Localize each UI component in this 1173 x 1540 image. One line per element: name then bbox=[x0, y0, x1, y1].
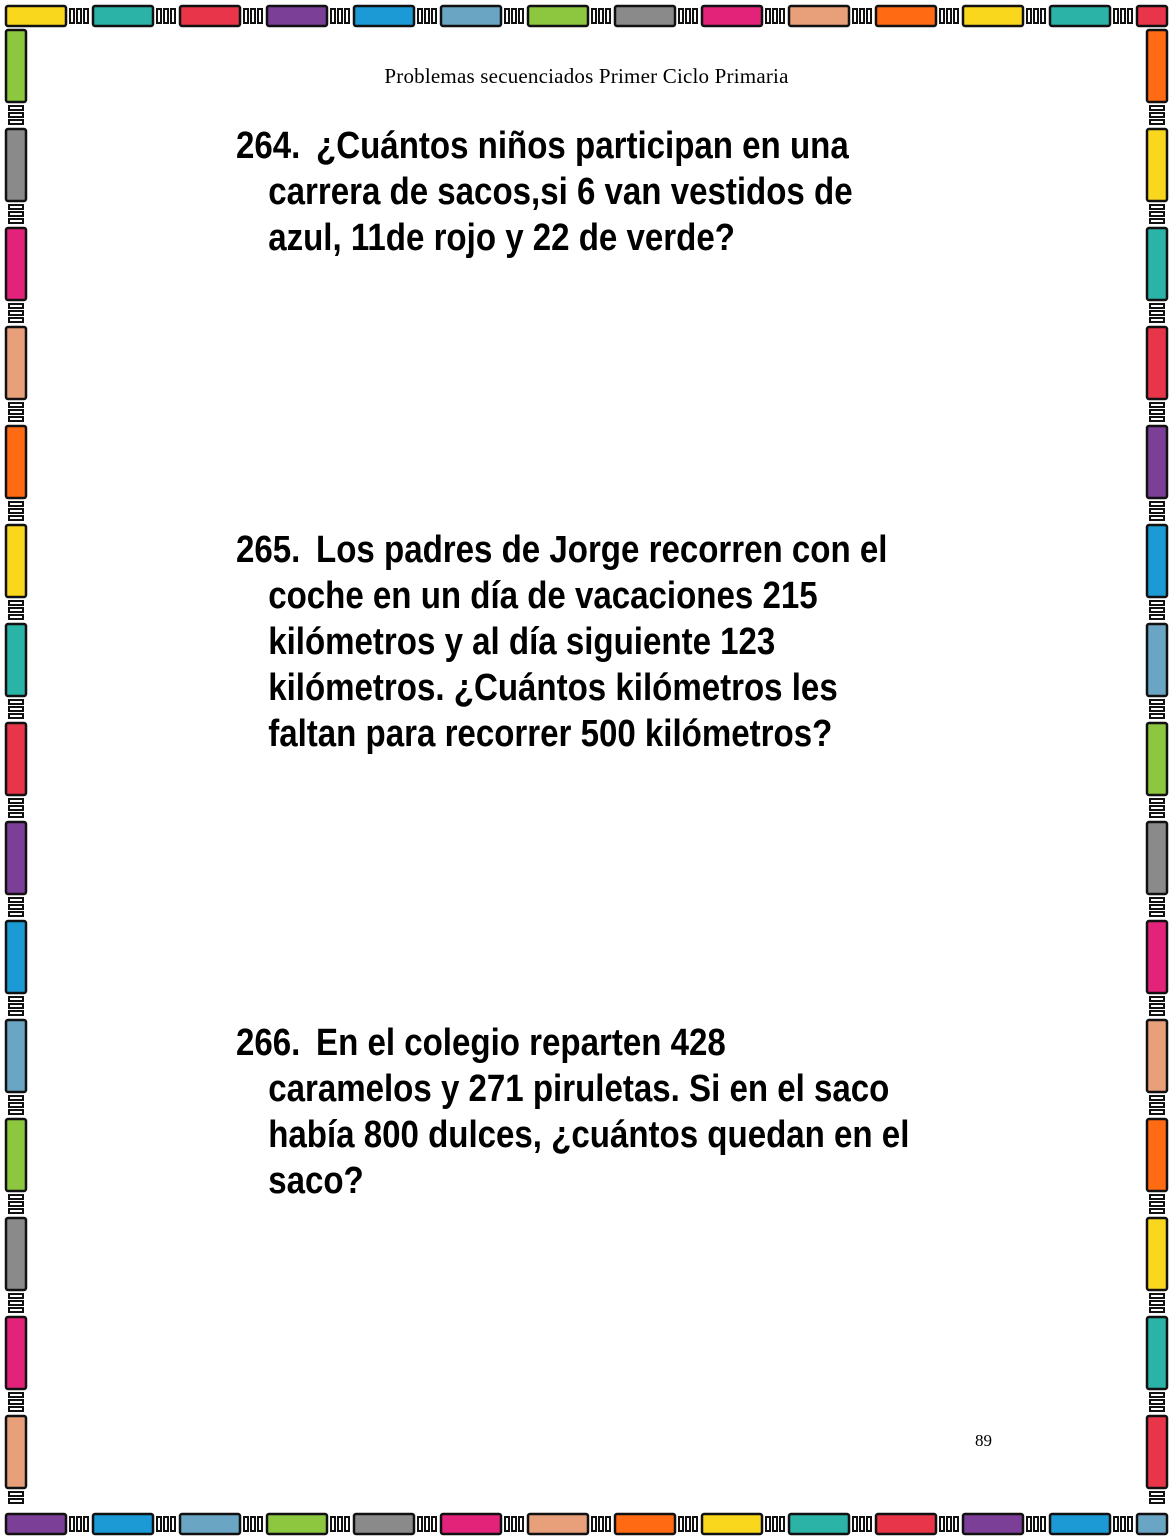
border-tick bbox=[1150, 813, 1164, 817]
problem-266 bbox=[236, 1020, 910, 1204]
border-tick bbox=[519, 9, 523, 23]
border-tick bbox=[9, 1400, 23, 1404]
border-tick bbox=[9, 1294, 23, 1298]
border-tick bbox=[1150, 1011, 1164, 1015]
border-tick bbox=[9, 813, 23, 817]
border-tick bbox=[1150, 106, 1164, 110]
border-segment bbox=[6, 426, 26, 498]
page-header: Problemas secuenciados Primer Ciclo Primaria bbox=[384, 64, 789, 88]
border-tick bbox=[9, 113, 23, 117]
border-tick bbox=[1150, 509, 1164, 513]
border-tick bbox=[1150, 1202, 1164, 1206]
border-segment bbox=[1147, 1020, 1167, 1092]
border-tick bbox=[679, 9, 683, 23]
border-tick bbox=[77, 9, 81, 23]
border-tick bbox=[1150, 120, 1164, 124]
border-segment bbox=[1147, 327, 1167, 399]
border-tick bbox=[1150, 615, 1164, 619]
border-tick bbox=[251, 9, 255, 23]
border-segment bbox=[1147, 1218, 1167, 1290]
border-tick bbox=[84, 9, 88, 23]
border-tick bbox=[1150, 113, 1164, 117]
border-tick bbox=[940, 1517, 944, 1531]
border-tick bbox=[780, 9, 784, 23]
border-segment bbox=[6, 624, 26, 696]
border-tick bbox=[1150, 1110, 1164, 1114]
border-segment bbox=[1050, 1514, 1110, 1534]
border-tick bbox=[940, 9, 944, 23]
page-number: 89 bbox=[975, 1431, 992, 1450]
border-segment bbox=[267, 1514, 327, 1534]
border-tick bbox=[780, 1517, 784, 1531]
problem-text-line: carrera de sacos,si 6 van vestidos de bbox=[268, 171, 853, 213]
border-tick bbox=[1150, 601, 1164, 605]
border-tick bbox=[9, 1499, 23, 1503]
border-tick bbox=[9, 1096, 23, 1100]
problem-first-line bbox=[236, 1020, 880, 1066]
border-tick bbox=[9, 1492, 23, 1496]
border-tick bbox=[9, 806, 23, 810]
border-tick bbox=[9, 912, 23, 916]
border-segment bbox=[528, 1514, 588, 1534]
border-tick bbox=[1150, 1308, 1164, 1312]
border-tick bbox=[9, 212, 23, 216]
border-segment bbox=[702, 6, 762, 26]
border-tick bbox=[157, 1517, 161, 1531]
border-segment bbox=[6, 6, 66, 26]
border-tick bbox=[1121, 1517, 1125, 1531]
border-tick bbox=[512, 9, 516, 23]
problem-text-line: faltan para recorrer 500 kilómetros? bbox=[268, 713, 833, 755]
border-tick bbox=[9, 714, 23, 718]
border-tick bbox=[1150, 410, 1164, 414]
border-tick bbox=[171, 9, 175, 23]
border-tick bbox=[9, 898, 23, 902]
border-tick bbox=[9, 304, 23, 308]
border-tick bbox=[9, 311, 23, 315]
border-tick bbox=[84, 1517, 88, 1531]
problem-number: 265. bbox=[236, 529, 301, 571]
border-tick bbox=[9, 219, 23, 223]
border-tick bbox=[1150, 417, 1164, 421]
border-tick bbox=[1150, 502, 1164, 506]
border-tick bbox=[164, 9, 168, 23]
border-tick bbox=[9, 205, 23, 209]
border-tick bbox=[1150, 212, 1164, 216]
border-tick bbox=[1150, 1209, 1164, 1213]
border-tick bbox=[9, 106, 23, 110]
border-segment bbox=[6, 822, 26, 894]
border-segment bbox=[441, 1514, 501, 1534]
border-tick bbox=[1150, 311, 1164, 315]
border-segment bbox=[6, 1416, 26, 1488]
border-tick bbox=[693, 9, 697, 23]
border-tick bbox=[9, 997, 23, 1001]
border-tick bbox=[1034, 1517, 1038, 1531]
border-tick bbox=[9, 1103, 23, 1107]
border-tick bbox=[9, 608, 23, 612]
border-tick bbox=[1150, 912, 1164, 916]
problem-text-line: kilómetros. ¿Cuántos kilómetros les bbox=[268, 667, 838, 709]
border-tick bbox=[1150, 1096, 1164, 1100]
border-segment bbox=[1147, 525, 1167, 597]
border-tick bbox=[1150, 205, 1164, 209]
border-segment bbox=[1147, 723, 1167, 795]
border-tick bbox=[9, 1308, 23, 1312]
border-segment bbox=[1147, 228, 1167, 300]
border-tick bbox=[1041, 9, 1045, 23]
border-tick bbox=[9, 417, 23, 421]
border-tick bbox=[338, 1517, 342, 1531]
border-tick bbox=[1150, 1400, 1164, 1404]
problem-text-line: Los padres de Jorge recorren con el bbox=[316, 529, 888, 571]
border-tick bbox=[258, 9, 262, 23]
border-tick bbox=[331, 9, 335, 23]
border-tick bbox=[425, 9, 429, 23]
problem-text-line: kilómetros y al día siguiente 123 bbox=[268, 621, 776, 663]
border-tick bbox=[258, 1517, 262, 1531]
border-tick bbox=[171, 1517, 175, 1531]
border-tick bbox=[1121, 9, 1125, 23]
border-tick bbox=[947, 9, 951, 23]
border-tick bbox=[418, 9, 422, 23]
border-segment bbox=[6, 129, 26, 201]
border-tick bbox=[954, 9, 958, 23]
border-tick bbox=[1150, 997, 1164, 1001]
border-tick bbox=[9, 707, 23, 711]
border-tick bbox=[9, 410, 23, 414]
problem-264 bbox=[236, 123, 880, 261]
problem-text-line: coche en un día de vacaciones 215 bbox=[268, 575, 818, 617]
border-tick bbox=[77, 1517, 81, 1531]
problem-text-line: En el colegio reparten 428 bbox=[316, 1022, 726, 1064]
border-tick bbox=[1027, 9, 1031, 23]
problem-text-line: caramelos y 271 piruletas. Si en el saco bbox=[268, 1068, 890, 1110]
border-tick bbox=[1150, 1195, 1164, 1199]
border-segment bbox=[1137, 1514, 1167, 1534]
problem-text-line: azul, 11de rojo y 22 de verde? bbox=[268, 217, 735, 259]
border-tick bbox=[867, 9, 871, 23]
border-segment bbox=[6, 1218, 26, 1290]
border-tick bbox=[679, 1517, 683, 1531]
border-tick bbox=[1150, 1407, 1164, 1411]
border-segment bbox=[528, 6, 588, 26]
border-segment bbox=[1147, 129, 1167, 201]
border-tick bbox=[1150, 1393, 1164, 1397]
border-tick bbox=[1041, 1517, 1045, 1531]
border-segment bbox=[789, 1514, 849, 1534]
problem-text-line: saco? bbox=[268, 1160, 364, 1202]
border-segment bbox=[6, 1317, 26, 1389]
border-segment bbox=[6, 921, 26, 993]
border-tick bbox=[606, 1517, 610, 1531]
border-tick bbox=[418, 1517, 422, 1531]
border-segment bbox=[876, 1514, 936, 1534]
border-tick bbox=[345, 9, 349, 23]
border-tick bbox=[505, 9, 509, 23]
border-segment bbox=[1147, 1416, 1167, 1488]
border-tick bbox=[9, 1407, 23, 1411]
border-tick bbox=[599, 9, 603, 23]
border-tick bbox=[853, 1517, 857, 1531]
problem-first-line bbox=[236, 527, 888, 573]
border-tick bbox=[1150, 806, 1164, 810]
problem-number: 264. bbox=[236, 125, 301, 167]
border-tick bbox=[1150, 1294, 1164, 1298]
problem-number: 266. bbox=[236, 1022, 301, 1064]
border-tick bbox=[1150, 898, 1164, 902]
border-tick bbox=[9, 1011, 23, 1015]
border-tick bbox=[947, 1517, 951, 1531]
border-tick bbox=[9, 516, 23, 520]
border-segment bbox=[93, 6, 153, 26]
border-tick bbox=[1150, 219, 1164, 223]
border-segment bbox=[6, 1020, 26, 1092]
border-tick bbox=[606, 9, 610, 23]
border-tick bbox=[599, 1517, 603, 1531]
border-tick bbox=[1150, 799, 1164, 803]
border-tick bbox=[70, 1517, 74, 1531]
border-tick bbox=[9, 799, 23, 803]
border-segment bbox=[1147, 624, 1167, 696]
border-tick bbox=[1150, 304, 1164, 308]
border-tick bbox=[592, 9, 596, 23]
border-segment bbox=[267, 6, 327, 26]
border-segment bbox=[615, 6, 675, 26]
border-tick bbox=[244, 1517, 248, 1531]
border-tick bbox=[773, 1517, 777, 1531]
border-segment bbox=[180, 1514, 240, 1534]
border-tick bbox=[9, 403, 23, 407]
border-segment bbox=[6, 327, 26, 399]
border-segment bbox=[6, 723, 26, 795]
border-tick bbox=[1150, 516, 1164, 520]
border-tick bbox=[432, 9, 436, 23]
border-segment bbox=[354, 1514, 414, 1534]
border-segment bbox=[1147, 1119, 1167, 1191]
border-segment bbox=[1050, 6, 1110, 26]
border-tick bbox=[1150, 700, 1164, 704]
border-tick bbox=[1150, 1301, 1164, 1305]
border-tick bbox=[1150, 714, 1164, 718]
border-segment bbox=[1147, 822, 1167, 894]
border-tick bbox=[766, 1517, 770, 1531]
border-tick bbox=[1150, 905, 1164, 909]
border-tick bbox=[432, 1517, 436, 1531]
border-tick bbox=[9, 120, 23, 124]
border-tick bbox=[519, 1517, 523, 1531]
border-tick bbox=[1150, 403, 1164, 407]
border-tick bbox=[244, 9, 248, 23]
border-tick bbox=[693, 1517, 697, 1531]
border-segment bbox=[963, 1514, 1023, 1534]
border-segment bbox=[6, 525, 26, 597]
border-segment bbox=[1147, 426, 1167, 498]
border-tick bbox=[345, 1517, 349, 1531]
border-tick bbox=[9, 318, 23, 322]
border-segment bbox=[876, 6, 936, 26]
border-segment bbox=[615, 1514, 675, 1534]
border-tick bbox=[1150, 1492, 1164, 1496]
border-tick bbox=[1150, 1103, 1164, 1107]
border-tick bbox=[9, 509, 23, 513]
border-segment bbox=[6, 1514, 66, 1534]
border-tick bbox=[853, 9, 857, 23]
border-tick bbox=[9, 502, 23, 506]
border-segment bbox=[6, 228, 26, 300]
border-segment bbox=[1137, 6, 1167, 26]
border-tick bbox=[512, 1517, 516, 1531]
border-tick bbox=[1128, 9, 1132, 23]
border-tick bbox=[1150, 318, 1164, 322]
border-tick bbox=[867, 1517, 871, 1531]
border-tick bbox=[9, 1301, 23, 1305]
border-tick bbox=[1150, 707, 1164, 711]
border-tick bbox=[1114, 1517, 1118, 1531]
border-tick bbox=[9, 1110, 23, 1114]
border-segment bbox=[963, 6, 1023, 26]
border-segment bbox=[441, 6, 501, 26]
border-tick bbox=[860, 1517, 864, 1531]
border-tick bbox=[592, 1517, 596, 1531]
border-segment bbox=[1147, 921, 1167, 993]
border-tick bbox=[773, 9, 777, 23]
border-segment bbox=[6, 1119, 26, 1191]
border-tick bbox=[425, 1517, 429, 1531]
border-tick bbox=[9, 601, 23, 605]
border-segment bbox=[354, 6, 414, 26]
border-segment bbox=[180, 6, 240, 26]
border-segment bbox=[1147, 1317, 1167, 1389]
border-segment bbox=[702, 1514, 762, 1534]
problem-text-line: ¿Cuántos niños participan en una bbox=[316, 125, 849, 167]
border-segment bbox=[789, 6, 849, 26]
border-tick bbox=[1114, 9, 1118, 23]
border-tick bbox=[9, 615, 23, 619]
border-tick bbox=[9, 700, 23, 704]
border-tick bbox=[1150, 1004, 1164, 1008]
border-tick bbox=[505, 1517, 509, 1531]
border-tick bbox=[1027, 1517, 1031, 1531]
border-tick bbox=[9, 1202, 23, 1206]
problem-text-line: había 800 dulces, ¿cuántos quedan en el bbox=[268, 1114, 910, 1156]
border-segment bbox=[93, 1514, 153, 1534]
border-tick bbox=[9, 1393, 23, 1397]
border-tick bbox=[1150, 1499, 1164, 1503]
border-tick bbox=[9, 1209, 23, 1213]
border-tick bbox=[686, 9, 690, 23]
border-tick bbox=[766, 9, 770, 23]
border-tick bbox=[954, 1517, 958, 1531]
border-tick bbox=[1150, 608, 1164, 612]
border-tick bbox=[9, 1195, 23, 1199]
border-tick bbox=[686, 1517, 690, 1531]
border-tick bbox=[251, 1517, 255, 1531]
problem-265 bbox=[236, 527, 888, 757]
border-tick bbox=[338, 9, 342, 23]
border-tick bbox=[860, 9, 864, 23]
border-tick bbox=[164, 1517, 168, 1531]
border-tick bbox=[9, 905, 23, 909]
border-tick bbox=[157, 9, 161, 23]
border-tick bbox=[1128, 1517, 1132, 1531]
border-tick bbox=[70, 9, 74, 23]
border-tick bbox=[1034, 9, 1038, 23]
problem-first-line bbox=[236, 123, 880, 169]
border-tick bbox=[9, 1004, 23, 1008]
border-tick bbox=[331, 1517, 335, 1531]
